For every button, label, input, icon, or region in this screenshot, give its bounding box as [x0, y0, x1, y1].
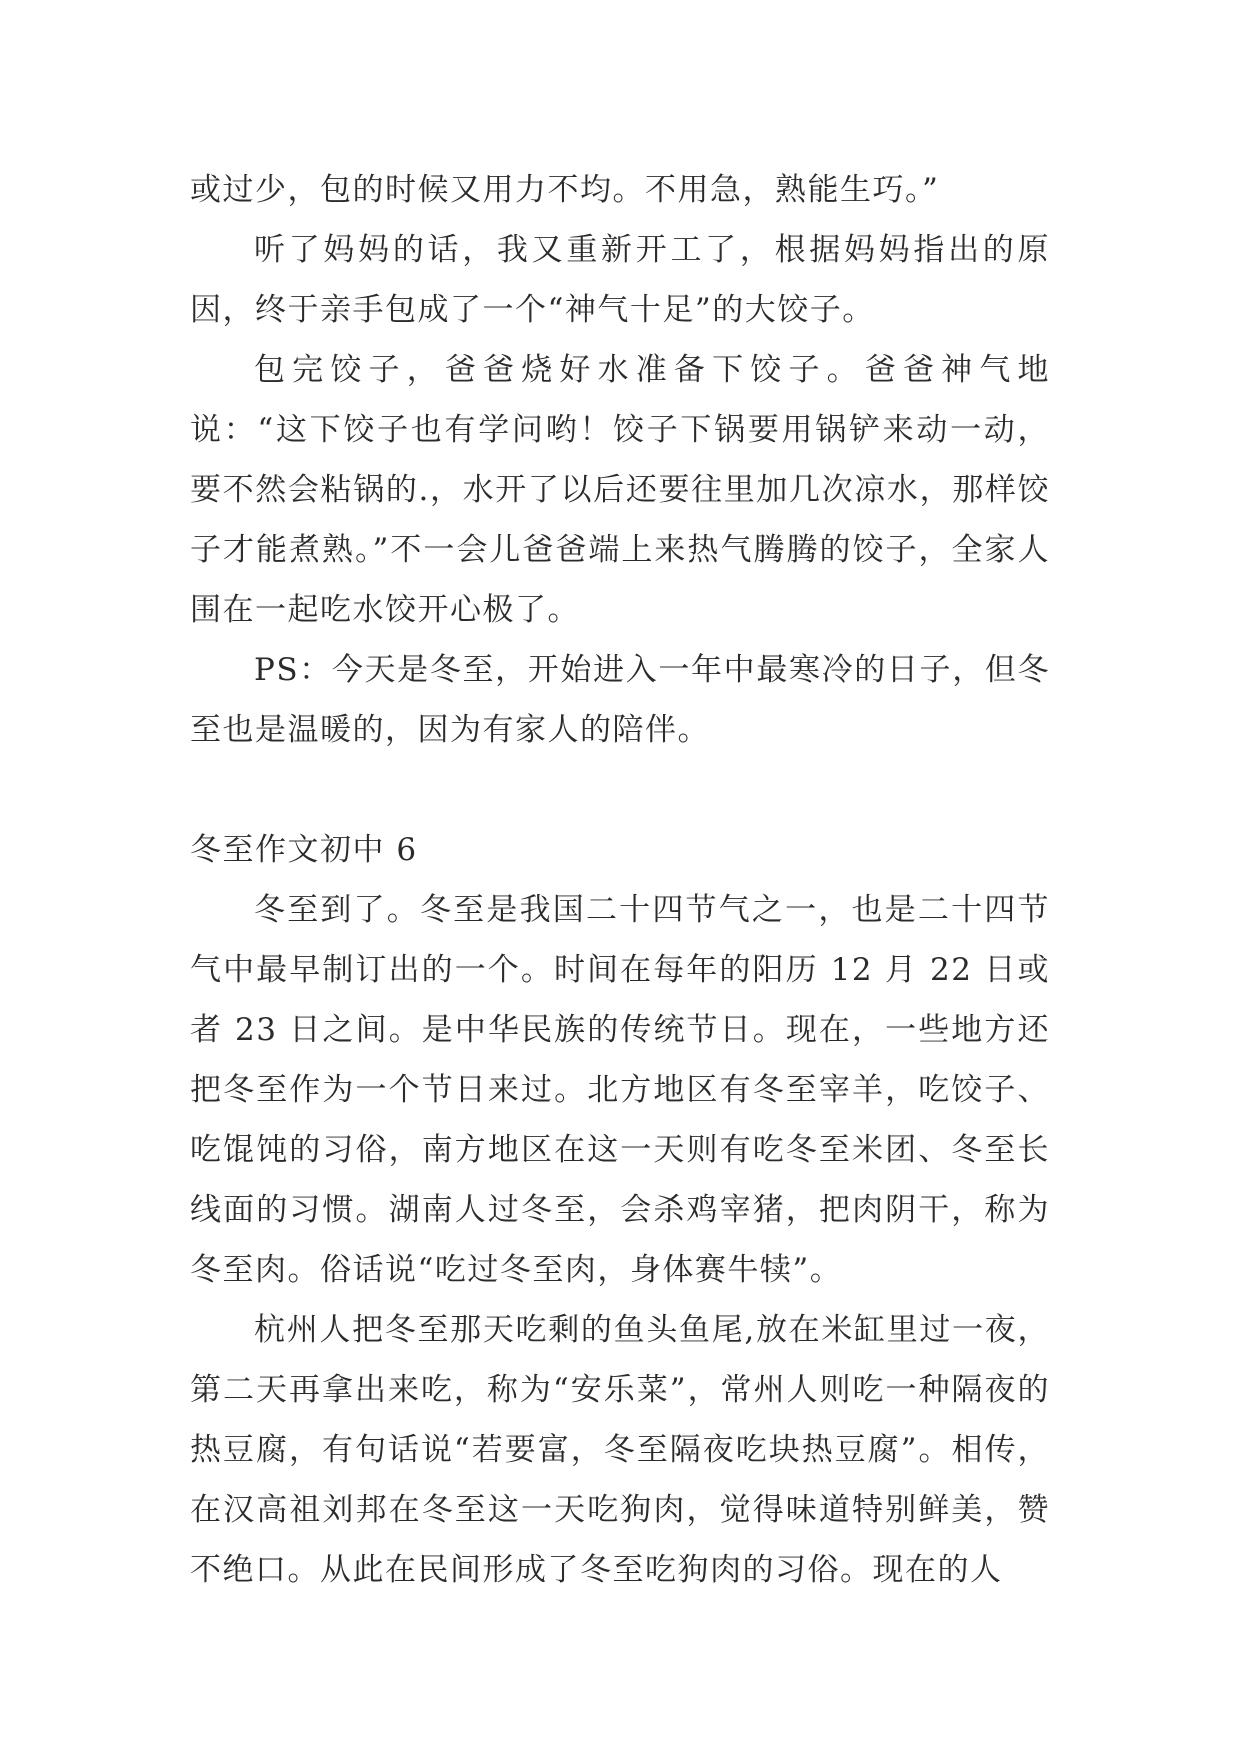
paragraph: 听了妈妈的话，我又重新开工了，根据妈妈指出的原因，终于亲手包成了一个“神气十足”的大饺子。: [190, 232, 1050, 328]
paragraph-ps: PS：今天是冬至，开始进入一年中最寒冷的日子，但冬至也是温暖的，因为有家人的陪伴。: [190, 652, 1050, 748]
paragraph-continuation: 或过少，包的时候又用力不均。不用急，熟能生巧。”: [190, 172, 940, 208]
paragraph: 包完饺子，爸爸烧好水准备下饺子。爸爸神气地说：“这下饺子也有学问哟！饺子下锅要用锅铲来动一动，要不然会粘锅的.，水开了以后还要往里加几次凉水，那样饺子才能煮熟。”不一会儿爸爸端上来热气腾腾的饺子，全家人围在一起吃水饺开心极了。: [190, 352, 1050, 628]
section-spacer: [190, 760, 1050, 820]
document-body: [190, 160, 1050, 1600]
paragraph: 冬至到了。冬至是我国二十四节气之一，也是二十四节气中最早制订出的一个。时间在每年的阳历 12 月 22 日或者 23 日之间。是中华民族的传统节日。现在，一些地方还把冬至作为一个节日来过。北方地区有冬至宰羊，吃饺子、吃馄饨的习俗，南方地区在这一天则有吃冬至米团、冬至长线面的习惯。湖南人过冬至，会杀鸡宰猪，把肉阴干，称为冬至肉。俗话说“吃过冬至肉，身体赛牛犊”。: [190, 892, 1050, 1288]
paragraph: 杭州人把冬至那天吃剩的鱼头鱼尾,放在米缸里过一夜，第二天再拿出来吃，称为“安乐菜”，常州人则吃一种隔夜的热豆腐，有句话说“若要富，冬至隔夜吃块热豆腐”。相传，在汉高祖刘邦在冬至这一天吃狗肉，觉得味道特别鲜美，赞不绝口。从此在民间形成了冬至吃狗肉的习俗。现在的人: [190, 1312, 1050, 1588]
section-title: 冬至作文初中 6: [190, 832, 418, 868]
